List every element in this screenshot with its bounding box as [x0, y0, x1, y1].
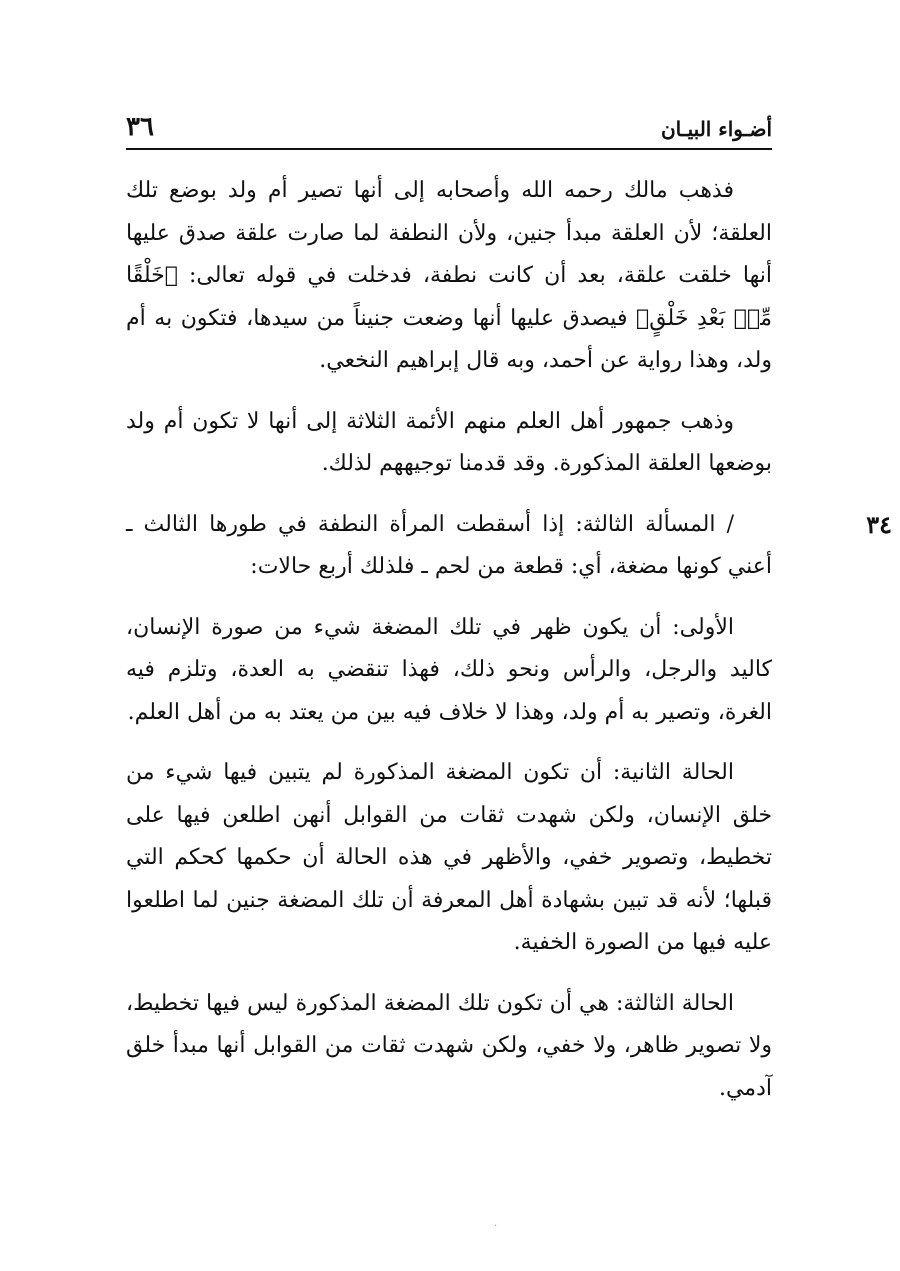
paragraph-2: وذهب جمهور أهل العلم منهم الأئمة الثلاثة إلى أنها لا تكون أم ولد بوضعها العلقة المذكورة. وقد قدمنا توجيههم لذلك.	[126, 408, 772, 476]
running-header	[126, 112, 772, 150]
paragraph-5: الحالة الثانية: أن تكون المضغة المذكورة لم يتبين فيها شيء من خلق الإنسان، ولكن شهدت ثقات من القوابل أنهن اطلعن فيها على تخطيط، وتصوير خفي، والأظهر في هذه الحالة أن حكمها كحكم التي قبلها؛ لأنه قد تبين بشهادة أهل المعرفة أن تلك المضغة جنين لما اطلعوا عليه فيها من الصورة الخفية.	[126, 760, 772, 955]
body-text	[126, 170, 892, 1128]
decorative-dot: .	[494, 1218, 498, 1229]
paragraph-6: الحالة الثالثة: هي أن تكون تلك المضغة المذكورة ليس فيها تخطيط، ولا تصوير ظاهر، ولا خفي، ولكن شهدت ثقات من القوابل أنها مبدأ خلق آدمي.	[126, 990, 772, 1101]
page-number: ٣٦	[126, 112, 154, 142]
paragraph-1: فذهب مالك رحمه الله وأصحابه إلى أنها تصير أم ولد بوضع تلك العلقة؛ لأن العلقة مبدأ جنين، ولأن النطفة لما صارت علقة صدق عليها أنها خلقت علقة، بعد أن كانت نطفة، فدخلت في قوله تعالى: ﴿خَلْقًا مِّنۢ بَعْدِ خَلْقٍ﴾ فيصدق عليها أنها وضعت جنيناً من سيدها، فتكون به أم ولد، وهذا رواية عن أحمد، وبه قال إبراهيم النخعي.	[126, 178, 772, 373]
paragraph-4: الأولى: أن يكون ظهر في تلك المضغة شيء من صورة الإنسان، كاليد والرجل، والرأس ونحو ذلك، فهذا تنقضي به العدة، وتلزم فيه الغرة، وتصير به أم ولد، وهذا لا خلاف فيه بين من يعتد به من أهل العلم.	[126, 614, 772, 725]
paragraph-3-wrapper	[126, 504, 892, 589]
margin-page-number: ٣٤	[866, 509, 892, 539]
paragraph-3: / المسألة الثالثة: إذا أسقطت المرأة النطفة في طورها الثالث ـ أعني كونها مضغة، أي: قطعة من لحم ـ فلذلك أربع حالات:	[126, 511, 772, 579]
book-title: أضـواء البيـان	[660, 117, 772, 141]
